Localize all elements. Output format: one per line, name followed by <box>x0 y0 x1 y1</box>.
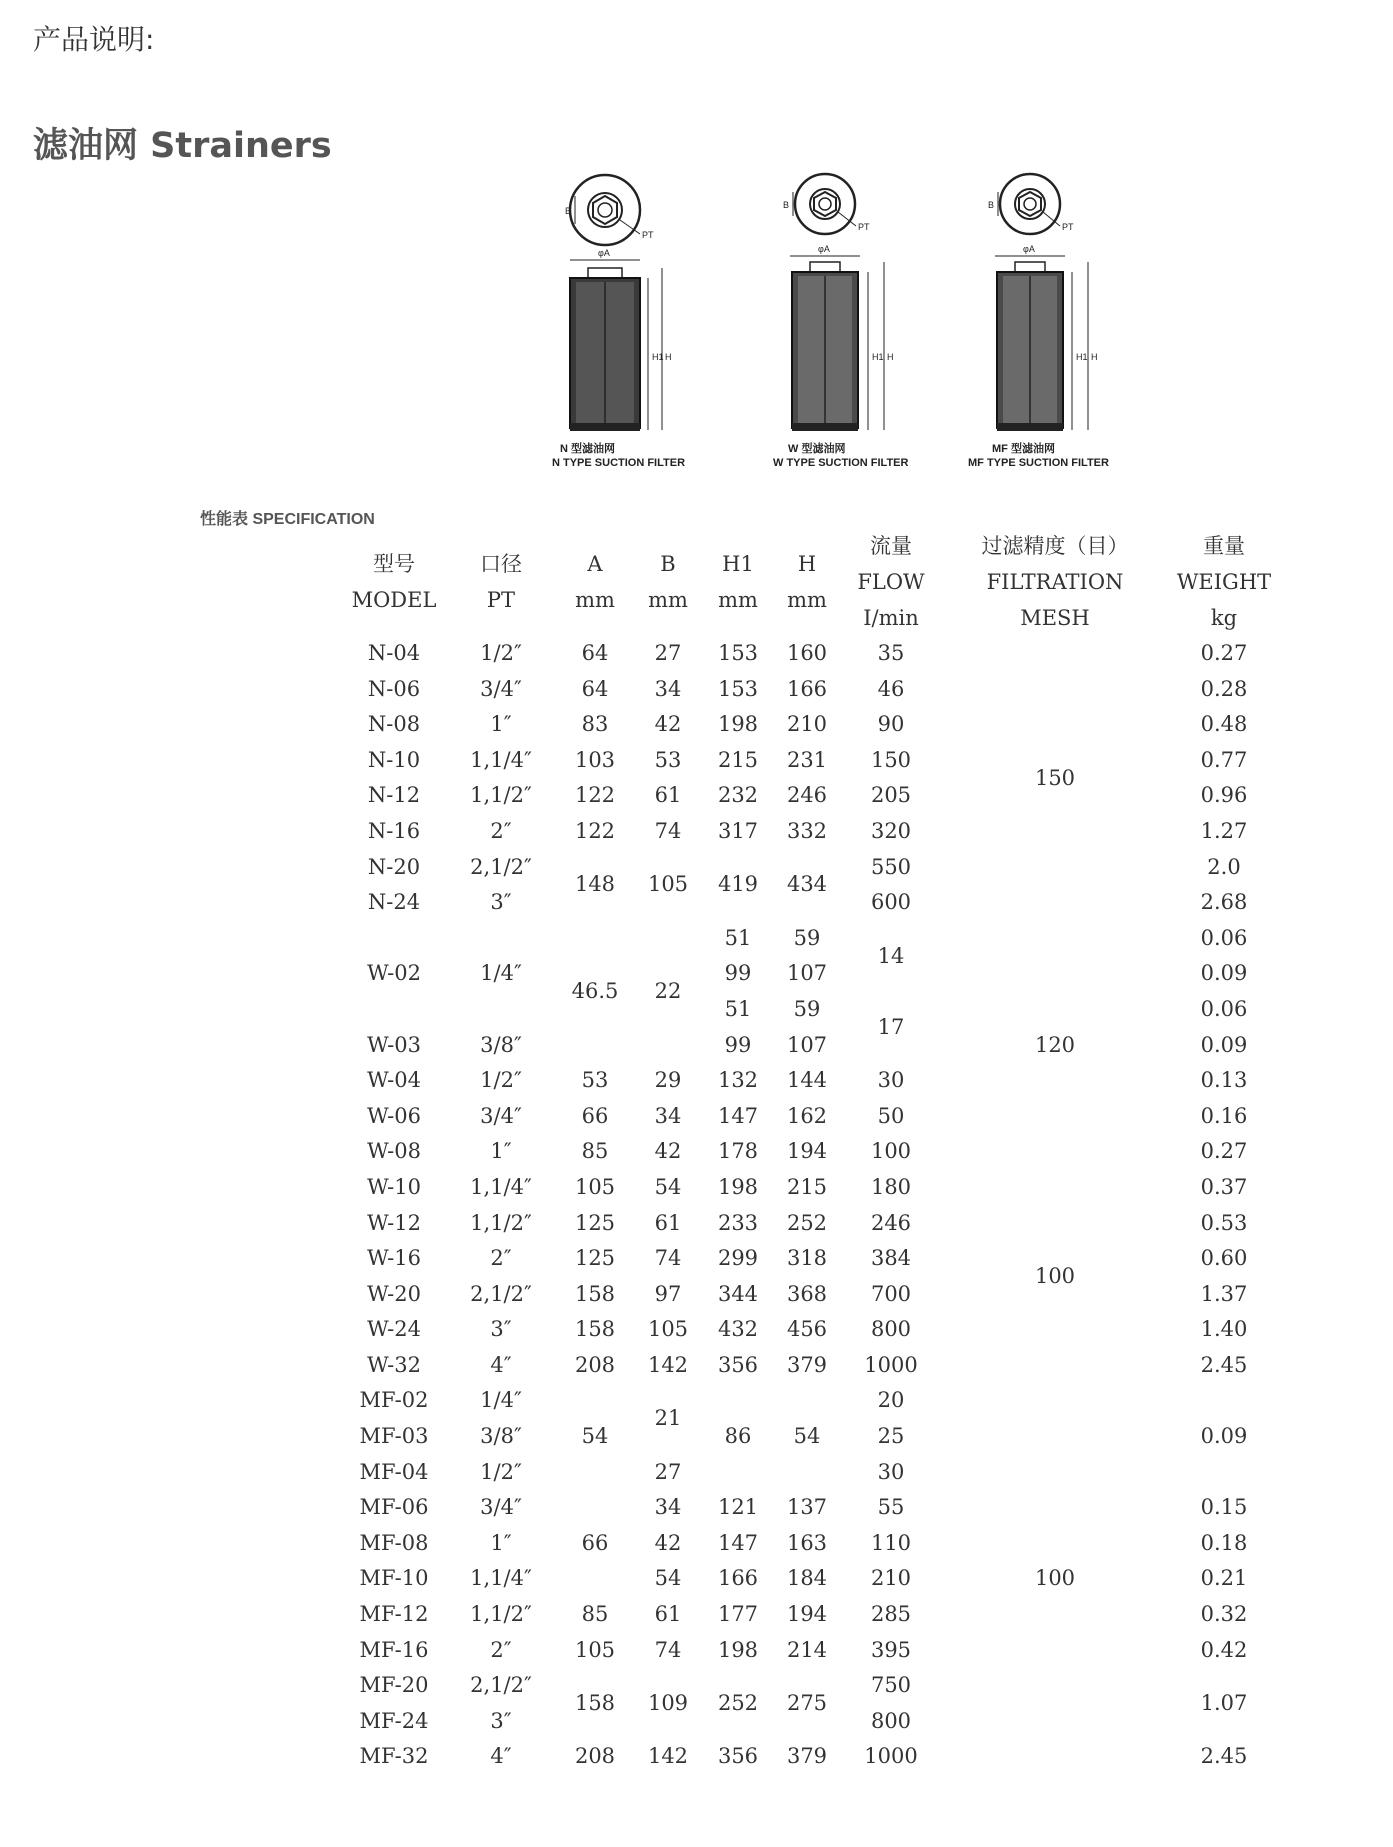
table-cell: 1,1/2″ <box>470 783 532 808</box>
table-cell: 550 <box>870 854 912 879</box>
table-cell: 74 <box>654 1246 682 1271</box>
table-cell: W-08 <box>367 1139 421 1164</box>
header-line: H1 <box>722 552 754 576</box>
mf-caption-en: MF TYPE SUCTION FILTER <box>968 457 1109 468</box>
table-cell: MF-08 <box>359 1530 429 1555</box>
w-pt-label: PT <box>858 222 870 232</box>
table-cell: 0.96 <box>1200 783 1248 808</box>
table-cell: 3″ <box>490 1708 512 1733</box>
table-cell: 148 <box>574 872 616 897</box>
table-cell: 252 <box>786 1210 828 1235</box>
table-cell: 99 <box>724 961 752 986</box>
table-cell: 51 <box>724 925 752 950</box>
table-cell: N-16 <box>367 818 421 843</box>
table-cell: 215 <box>717 747 759 772</box>
table-cell: 0.77 <box>1200 747 1248 772</box>
table-cell: 4″ <box>490 1744 512 1769</box>
table-cell: 46 <box>877 676 905 701</box>
spec-table <box>345 528 1277 1775</box>
table-cell: 147 <box>717 1103 759 1128</box>
table-cell: 356 <box>717 1352 759 1377</box>
table-cell: 198 <box>717 712 759 737</box>
table-cell: 153 <box>717 641 759 665</box>
table-cell: 158 <box>574 1281 616 1306</box>
header-line: A <box>587 552 603 576</box>
table-cell: 395 <box>870 1637 912 1662</box>
table-cell: 51 <box>724 996 752 1021</box>
table-cell: 1″ <box>490 1530 512 1555</box>
table-cell: MF-32 <box>359 1744 429 1769</box>
table-cell: 30 <box>877 1068 905 1093</box>
header-line: H <box>797 552 817 576</box>
table-header-row <box>345 528 1277 636</box>
table-cell: 231 <box>786 747 828 772</box>
table-cell: 379 <box>786 1744 828 1769</box>
table-cell: 2,1/2″ <box>470 1673 532 1698</box>
table-cell: 142 <box>647 1352 689 1377</box>
table-cell: 285 <box>870 1602 912 1627</box>
section-title: 滤油网 Strainers <box>33 126 332 166</box>
mf-b-label: B <box>988 200 995 210</box>
table-cell: 318 <box>786 1246 828 1271</box>
table-cell: 198 <box>717 1174 759 1199</box>
col-b-header <box>631 528 705 636</box>
table-cell: 1/2″ <box>480 1459 522 1484</box>
table-cell: 14 <box>877 943 905 968</box>
col-weight-header <box>1171 528 1277 636</box>
header-line: MODEL <box>351 588 437 612</box>
table-cell: 30 <box>877 1459 905 1484</box>
table-cell: 750 <box>870 1673 912 1698</box>
col-h-header <box>771 528 843 636</box>
table-cell: 208 <box>574 1744 616 1769</box>
header-line: mm <box>718 588 758 612</box>
table-cell: 99 <box>724 1032 752 1057</box>
table-cell: 180 <box>870 1174 912 1199</box>
col-mesh-header <box>939 528 1171 636</box>
table-cell: 344 <box>717 1281 759 1306</box>
table-cell: 125 <box>574 1210 616 1235</box>
table-cell: 158 <box>574 1317 616 1342</box>
table-cell: 54 <box>654 1174 682 1199</box>
header-line: FLOW <box>857 570 925 594</box>
table-cell: 59 <box>793 925 821 950</box>
table-cell: 74 <box>654 1637 682 1662</box>
table-cell: 1.40 <box>1200 1317 1248 1342</box>
table-cell: MF-03 <box>359 1424 429 1449</box>
table-cell: 0.21 <box>1200 1566 1248 1591</box>
table-cell: W-10 <box>367 1174 421 1199</box>
table-cell: 162 <box>786 1103 828 1128</box>
table-cell: N-08 <box>367 712 421 737</box>
table-cell: 86 <box>724 1424 752 1449</box>
table-cell: 232 <box>717 783 759 808</box>
w-b-label: B <box>783 200 790 210</box>
table-cell: 107 <box>786 1032 828 1057</box>
table-cell: 2″ <box>490 1637 512 1662</box>
table-cell: 22 <box>654 979 682 1004</box>
mf-type-drawing <box>968 174 1109 468</box>
table-cell: 35 <box>877 641 905 665</box>
table-cell: 27 <box>654 1459 682 1484</box>
table-cell: 1.37 <box>1200 1281 1248 1306</box>
table-cell: 2″ <box>490 1246 512 1271</box>
table-cell: 317 <box>717 818 759 843</box>
table-cell: 137 <box>786 1495 828 1520</box>
table-cell: 1″ <box>490 712 512 737</box>
table-cell: 0.27 <box>1200 1139 1248 1164</box>
w-h-label: H <box>887 352 894 362</box>
table-cell: 42 <box>654 1530 682 1555</box>
n-phia-label: φA <box>598 248 610 258</box>
table-cell: 0.16 <box>1200 1103 1248 1128</box>
table-cell: 3/8″ <box>480 1032 522 1057</box>
table-cell: 356 <box>717 1744 759 1769</box>
table-cell: 0.27 <box>1200 641 1248 665</box>
table-cell: 1/4″ <box>480 961 522 986</box>
col-h1-header <box>705 528 771 636</box>
table-cell: 1/4″ <box>480 1388 522 1413</box>
table-cell: 122 <box>574 818 616 843</box>
table-cell: 379 <box>786 1352 828 1377</box>
table-cell: 2″ <box>490 818 512 843</box>
table-cell: 160 <box>786 641 828 665</box>
table-cell: 2,1/2″ <box>470 1281 532 1306</box>
table-cell: 320 <box>870 818 912 843</box>
table-cell: 109 <box>647 1691 689 1716</box>
table-cell: 61 <box>654 1210 682 1235</box>
table-row <box>345 921 1277 957</box>
table-cell: 83 <box>581 712 609 737</box>
table-cell: 74 <box>654 818 682 843</box>
table-cell: W-16 <box>367 1246 421 1271</box>
table-cell: 1,1/2″ <box>470 1602 532 1627</box>
table-cell: 210 <box>870 1566 912 1591</box>
table-cell: 105 <box>647 872 689 897</box>
table-cell: W-06 <box>367 1103 421 1128</box>
table-row <box>345 636 1277 672</box>
table-cell: 432 <box>717 1317 759 1342</box>
table-cell: 0.48 <box>1200 712 1248 737</box>
header-line: 流量 <box>870 534 912 558</box>
table-cell: 85 <box>581 1139 609 1164</box>
table-cell: 34 <box>654 1103 682 1128</box>
table-cell: 0.42 <box>1200 1637 1248 1662</box>
w-caption-cn: W 型滤油网 <box>788 443 846 455</box>
header-line: 过滤精度（目） <box>981 534 1129 558</box>
table-cell: 53 <box>654 747 682 772</box>
n-h1-label: H1 <box>652 352 664 362</box>
table-cell: 17 <box>877 1014 905 1039</box>
table-cell: 368 <box>786 1281 828 1306</box>
n-h-label: H <box>665 352 672 362</box>
table-cell: 210 <box>786 712 828 737</box>
table-cell: MF-10 <box>359 1566 429 1591</box>
header-line: FILTRATION <box>986 570 1124 594</box>
table-cell: 144 <box>786 1068 828 1093</box>
table-cell: 1/2″ <box>480 641 522 665</box>
table-cell: 384 <box>870 1246 912 1271</box>
table-cell: 110 <box>870 1530 912 1555</box>
table-cell: 0.13 <box>1200 1068 1248 1093</box>
n-caption-cn: N 型滤油网 <box>560 443 615 455</box>
table-row <box>345 1170 1277 1206</box>
table-cell: 299 <box>717 1246 759 1271</box>
table-cell: 85 <box>581 1602 609 1627</box>
table-cell: 166 <box>786 676 828 701</box>
table-cell: N-04 <box>367 641 421 665</box>
table-cell: 252 <box>717 1691 759 1716</box>
table-cell: 105 <box>647 1317 689 1342</box>
w-mesh-cell-120: 120 <box>1034 1032 1076 1057</box>
col-model-header <box>345 528 443 636</box>
table-cell: 64 <box>581 676 609 701</box>
table-cell: 177 <box>717 1602 759 1627</box>
table-cell: 1,1/4″ <box>470 747 532 772</box>
table-cell: 153 <box>717 676 759 701</box>
page-heading: 产品说明: <box>33 23 155 56</box>
table-cell: 0.09 <box>1200 1032 1248 1057</box>
strainer-diagram <box>470 168 1150 468</box>
table-cell: 61 <box>654 783 682 808</box>
table-cell: N-12 <box>367 783 421 808</box>
w-type-drawing <box>773 174 909 468</box>
table-cell: 700 <box>870 1281 912 1306</box>
table-cell: 419 <box>717 872 759 897</box>
table-cell: MF-20 <box>359 1673 429 1698</box>
n-pt-label: PT <box>642 230 654 240</box>
mf-mesh-cell: 100 <box>1034 1566 1076 1591</box>
table-cell: MF-04 <box>359 1459 429 1484</box>
header-line: mm <box>648 588 688 612</box>
w-mesh-cell-100: 100 <box>1034 1263 1076 1288</box>
table-cell: 59 <box>793 996 821 1021</box>
table-cell: N-06 <box>367 676 421 701</box>
table-cell: W-20 <box>367 1281 421 1306</box>
header-line: kg <box>1210 606 1238 630</box>
table-cell: 800 <box>870 1708 912 1733</box>
table-cell: 208 <box>574 1352 616 1377</box>
header-line: MESH <box>1020 606 1090 630</box>
table-cell: N-24 <box>367 890 421 915</box>
table-cell: 66 <box>581 1103 609 1128</box>
table-cell: 3/4″ <box>480 676 522 701</box>
table-cell: 1/2″ <box>480 1068 522 1093</box>
table-cell: 150 <box>870 747 912 772</box>
table-cell: 246 <box>870 1210 912 1235</box>
table-cell: 2.0 <box>1207 854 1241 879</box>
table-cell: 1,1/4″ <box>470 1566 532 1591</box>
table-cell: 147 <box>717 1530 759 1555</box>
header-line: B <box>660 552 676 576</box>
table-cell: 0.32 <box>1200 1602 1248 1627</box>
table-cell: 27 <box>654 641 682 665</box>
table-cell: 42 <box>654 712 682 737</box>
table-cell: 125 <box>574 1246 616 1271</box>
table-cell: 4″ <box>490 1352 512 1377</box>
table-cell: 178 <box>717 1139 759 1164</box>
table-cell: 800 <box>870 1317 912 1342</box>
table-cell: 107 <box>786 961 828 986</box>
table-cell: 1.27 <box>1200 818 1248 843</box>
table-cell: 61 <box>654 1602 682 1627</box>
table-cell: 233 <box>717 1210 759 1235</box>
table-cell: 29 <box>654 1068 682 1093</box>
table-cell: 2.45 <box>1200 1744 1248 1769</box>
table-cell: MF-06 <box>359 1495 429 1520</box>
header-line: I/min <box>863 606 919 630</box>
table-cell: 194 <box>786 1602 828 1627</box>
mf-phia-label: φA <box>1023 244 1035 254</box>
w-phia-label: φA <box>818 244 830 254</box>
n-mesh-cell: 150 <box>1034 765 1076 790</box>
table-cell: 158 <box>574 1691 616 1716</box>
table-cell: 42 <box>654 1139 682 1164</box>
n-caption-en: N TYPE SUCTION FILTER <box>552 457 686 468</box>
table-cell: 0.15 <box>1200 1495 1248 1520</box>
header-line: 型号 <box>373 552 415 576</box>
table-cell: 55 <box>877 1495 905 1520</box>
table-cell: W-04 <box>367 1068 421 1093</box>
table-cell: 0.06 <box>1200 925 1248 950</box>
n-b-label: B <box>565 206 572 216</box>
table-cell: 54 <box>793 1424 821 1449</box>
table-cell: MF-16 <box>359 1637 429 1662</box>
table-cell: 456 <box>786 1317 828 1342</box>
mf-caption-cn: MF 型滤油网 <box>992 443 1055 455</box>
table-cell: 0.53 <box>1200 1210 1248 1235</box>
table-cell: 54 <box>654 1566 682 1591</box>
table-cell: 64 <box>581 641 609 665</box>
table-cell: 105 <box>574 1637 616 1662</box>
table-cell: 3/4″ <box>480 1495 522 1520</box>
col-pt-header <box>443 528 559 636</box>
table-row <box>345 1383 1277 1419</box>
col-flow-header <box>843 528 939 636</box>
table-cell: 1000 <box>864 1744 918 1769</box>
table-cell: 1000 <box>864 1352 918 1377</box>
mf-h-label: H <box>1091 352 1098 362</box>
col-a-header <box>559 528 631 636</box>
table-cell: 600 <box>870 890 912 915</box>
table-cell: N-20 <box>367 854 421 879</box>
table-cell: 3″ <box>490 1317 512 1342</box>
mf-h1-label: H1 <box>1076 352 1088 362</box>
table-cell: 97 <box>654 1281 682 1306</box>
table-cell: 0.09 <box>1200 961 1248 986</box>
table-cell: 122 <box>574 783 616 808</box>
table-cell: 215 <box>786 1174 828 1199</box>
table-cell: 214 <box>786 1637 828 1662</box>
table-cell: N-10 <box>367 747 421 772</box>
table-cell: 1.07 <box>1200 1691 1248 1716</box>
table-cell: 0.06 <box>1200 996 1248 1021</box>
table-cell: 90 <box>877 712 905 737</box>
table-cell: 105 <box>574 1174 616 1199</box>
table-cell: 0.60 <box>1200 1246 1248 1271</box>
table-cell: 1″ <box>490 1139 512 1164</box>
table-cell: 163 <box>786 1530 828 1555</box>
table-cell: 0.18 <box>1200 1530 1248 1555</box>
table-cell: 194 <box>786 1139 828 1164</box>
table-cell: W-02 <box>367 961 421 986</box>
table-cell: 434 <box>786 872 828 897</box>
header-line: WEIGHT <box>1176 570 1272 594</box>
w-caption-en: W TYPE SUCTION FILTER <box>773 457 909 468</box>
table-cell: 332 <box>786 818 828 843</box>
table-cell: 142 <box>647 1744 689 1769</box>
table-cell: 66 <box>581 1530 609 1555</box>
table-cell: 166 <box>717 1566 759 1591</box>
table-cell: 1,1/4″ <box>470 1174 532 1199</box>
table-cell: 54 <box>581 1424 609 1449</box>
table-cell: 34 <box>654 676 682 701</box>
table-cell: 246 <box>786 783 828 808</box>
table-cell: 50 <box>877 1103 905 1128</box>
table-cell: 34 <box>654 1495 682 1520</box>
table-cell: 21 <box>654 1406 682 1431</box>
table-cell: W-32 <box>367 1352 421 1377</box>
w-h1-label: H1 <box>872 352 884 362</box>
table-cell: MF-02 <box>359 1388 429 1413</box>
table-cell: 184 <box>786 1566 828 1591</box>
table-cell: 25 <box>877 1424 905 1449</box>
table-cell: 0.37 <box>1200 1174 1248 1199</box>
table-cell: 198 <box>717 1637 759 1662</box>
table-cell: MF-12 <box>359 1602 429 1627</box>
table-cell: 1,1/2″ <box>470 1210 532 1235</box>
table-cell: 103 <box>574 747 616 772</box>
table-cell: 132 <box>717 1068 759 1093</box>
table-cell: 20 <box>877 1388 905 1413</box>
header-line: PT <box>486 588 516 612</box>
table-cell: 100 <box>870 1139 912 1164</box>
header-line: mm <box>575 588 615 612</box>
header-line: mm <box>787 588 827 612</box>
table-cell: W-12 <box>367 1210 421 1235</box>
table-cell: W-03 <box>367 1032 421 1057</box>
table-cell: 205 <box>870 783 912 808</box>
table-cell: W-24 <box>367 1317 421 1342</box>
table-cell: 275 <box>786 1691 828 1716</box>
table-cell: 0.28 <box>1200 676 1248 701</box>
header-line: 口径 <box>480 552 522 576</box>
n-type-drawing <box>552 175 685 468</box>
mf-pt-label: PT <box>1062 222 1074 232</box>
header-line: 重量 <box>1203 534 1245 558</box>
spec-label: 性能表 SPECIFICATION <box>200 511 375 528</box>
table-cell: 2.45 <box>1200 1352 1248 1377</box>
table-cell: 3/8″ <box>480 1424 522 1449</box>
table-cell: 46.5 <box>571 979 619 1004</box>
table-cell: 121 <box>717 1495 759 1520</box>
table-cell: 2,1/2″ <box>470 854 532 879</box>
table-cell: 0.09 <box>1200 1424 1248 1449</box>
table-cell: 3/4″ <box>480 1103 522 1128</box>
table-cell: 3″ <box>490 890 512 915</box>
table-cell: 53 <box>581 1068 609 1093</box>
table-cell: 2.68 <box>1200 890 1248 915</box>
table-cell: MF-24 <box>359 1708 429 1733</box>
